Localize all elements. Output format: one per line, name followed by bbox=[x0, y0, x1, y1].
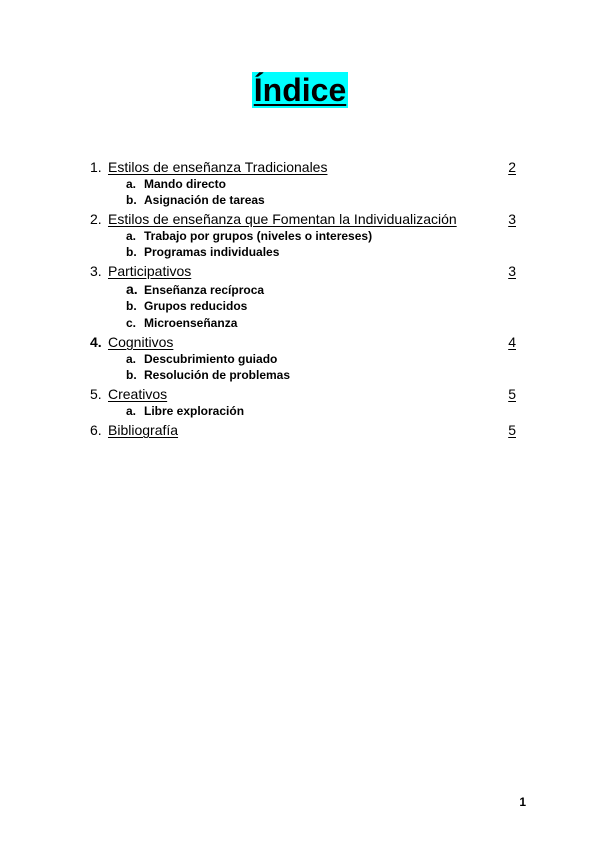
toc-entry-page[interactable]: 3 bbox=[508, 263, 516, 279]
toc-subentry bbox=[90, 282, 516, 297]
toc-subentry bbox=[90, 245, 516, 260]
page-number: 1 bbox=[519, 795, 526, 809]
toc-entry-page[interactable]: 4 bbox=[508, 334, 516, 350]
toc-subentry-label: Descubrimiento guiado bbox=[144, 352, 278, 366]
table-of-contents bbox=[90, 156, 516, 439]
toc-entry-number: 5. bbox=[90, 386, 102, 402]
toc-subentry bbox=[90, 177, 516, 192]
toc-subentry-label: Asignación de tareas bbox=[144, 193, 265, 207]
toc-entry-number: 1. bbox=[90, 159, 102, 175]
toc-entry-6[interactable] bbox=[90, 422, 516, 439]
toc-subentry-label: Resolución de problemas bbox=[144, 368, 291, 382]
toc-subentry-letter: a. bbox=[126, 352, 137, 366]
title-container bbox=[0, 72, 600, 108]
toc-entry-page[interactable]: 2 bbox=[508, 159, 516, 175]
toc-entry-2[interactable] bbox=[90, 211, 516, 228]
toc-entry-5[interactable] bbox=[90, 386, 516, 403]
toc-entry-link[interactable]: Creativos bbox=[108, 386, 168, 402]
toc-subentry-label: Libre exploración bbox=[144, 404, 245, 418]
toc-subentry-letter: a. bbox=[126, 281, 138, 297]
toc-subentry-letter: b. bbox=[126, 299, 137, 313]
toc-entry-link[interactable]: Cognitivos bbox=[108, 334, 174, 350]
toc-entry-4[interactable] bbox=[90, 334, 516, 351]
toc-subentry-label: Grupos reducidos bbox=[144, 299, 248, 313]
toc-subentry-letter: b. bbox=[126, 245, 137, 259]
toc-subentry bbox=[90, 316, 516, 331]
toc-subentry bbox=[90, 229, 516, 244]
toc-subentry-label: Trabajo por grupos (niveles o intereses) bbox=[144, 229, 373, 243]
toc-entry-1[interactable] bbox=[90, 159, 516, 176]
toc-entry-number: 2. bbox=[90, 211, 102, 227]
toc-subentry-letter: b. bbox=[126, 368, 137, 382]
page-title: Índice bbox=[253, 72, 347, 108]
toc-entry-link[interactable]: Bibliografía bbox=[108, 422, 179, 438]
toc-entry-page[interactable]: 5 bbox=[508, 386, 516, 402]
toc-entry-number: 6. bbox=[90, 422, 102, 438]
toc-subentry-letter: a. bbox=[126, 177, 137, 191]
toc-subentry-letter: b. bbox=[126, 193, 137, 207]
toc-entry-number: 3. bbox=[90, 263, 102, 279]
toc-subentry bbox=[90, 299, 516, 314]
toc-subentry-letter: a. bbox=[126, 404, 137, 418]
toc-subentry-letter: a. bbox=[126, 229, 137, 243]
toc-entry-page[interactable]: 3 bbox=[508, 211, 516, 227]
toc-subentry bbox=[90, 368, 516, 383]
toc-subentry-label: Microenseñanza bbox=[144, 316, 238, 330]
toc-entry-link[interactable]: Participativos bbox=[108, 263, 192, 279]
toc-subentry bbox=[90, 352, 516, 367]
toc-entry-page[interactable]: 5 bbox=[508, 422, 516, 438]
toc-subentry-label: Programas individuales bbox=[144, 245, 280, 259]
toc-entry-number: 4. bbox=[90, 334, 102, 350]
toc-subentry bbox=[90, 193, 516, 208]
toc-entry-link[interactable]: Estilos de enseñanza que Fomentan la Individualización bbox=[108, 211, 457, 227]
toc-entry-link[interactable]: Estilos de enseñanza Tradicionales bbox=[108, 159, 328, 175]
toc-subentry-label: Mando directo bbox=[144, 177, 227, 191]
toc-entry-3[interactable] bbox=[90, 263, 516, 280]
toc-subentry-letter: c. bbox=[126, 316, 137, 330]
toc-subentry bbox=[90, 404, 516, 419]
toc-subentry-label: Enseñanza recíproca bbox=[144, 283, 265, 297]
